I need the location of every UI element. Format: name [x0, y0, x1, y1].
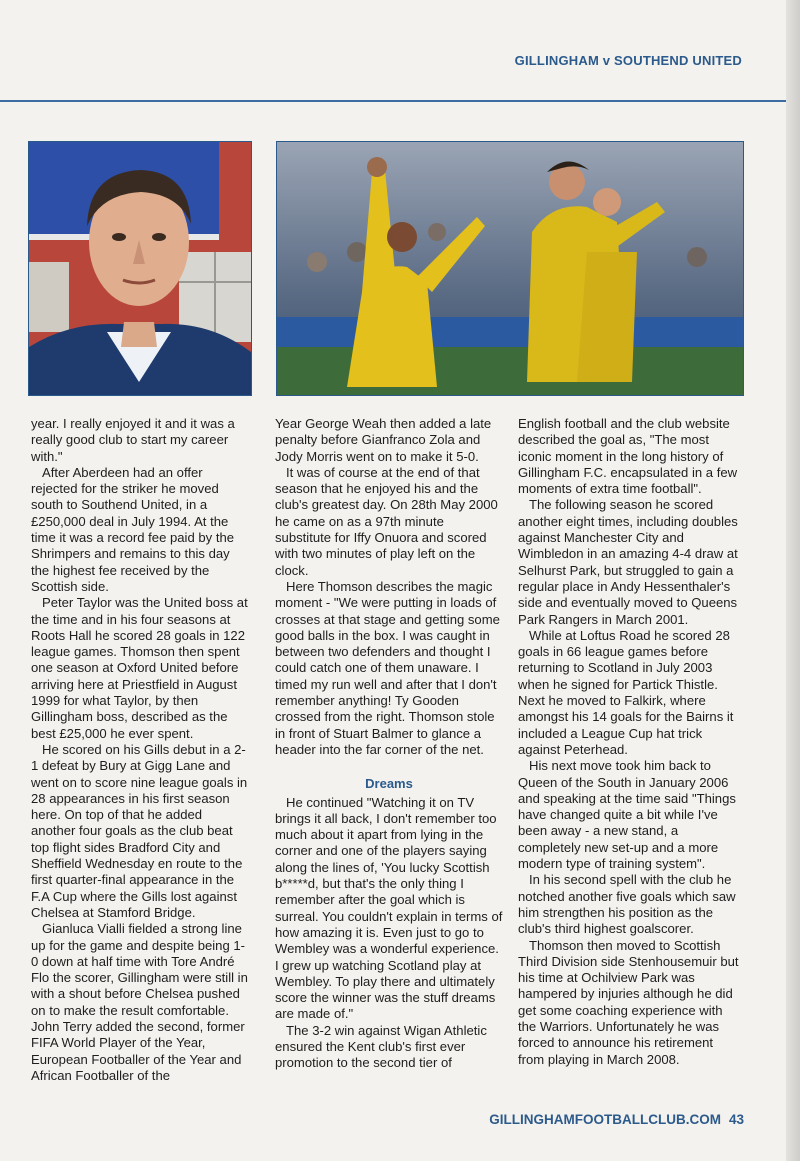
celebration-illustration [277, 142, 743, 395]
portrait-illustration [29, 142, 251, 395]
article-column-1 [31, 416, 248, 1084]
page-edge [786, 0, 800, 1161]
page-number: 43 [728, 1112, 744, 1127]
paragraph: English football and the club website described the goal as, "The most iconic moment in the long history of Gillingham F.C. encapsulated in a few moments of extra time football". [518, 416, 738, 497]
paragraph: In his second spell with the club he notched another five goals which saw him strengthen his position as the club's third highest goalscorer. [518, 872, 736, 937]
section-heading-dreams: Dreams [365, 776, 413, 792]
paragraph: year. I really enjoyed it and it was a really good club to start my career with." [31, 416, 235, 464]
paragraph: The following season he scored another eight times, including doubles against Manchester City and Wimbledon in an amazing 4-4 draw at Selhurst Park, but struggled to gain a regular place in Andy Hessenthaler's side and eventually moved to Queens Park Rangers in March 2001. [518, 497, 738, 627]
club-website-url: GILLINGHAMFOOTBALLCLUB.COM [489, 1112, 721, 1127]
paragraph: It was of course at the end of that season that he enjoyed his and the club's greatest day. On 28th May 2000 he came on as a 97th minute substitute for Iffy Onuora and scored with two minutes of play left on the clock. [275, 464, 498, 578]
paragraph: The 3-2 win against Wigan Athletic ensured the Kent club's first ever promotion to the second tier of [275, 1022, 487, 1071]
page-header-title: GILLINGHAM v SOUTHEND UNITED [514, 53, 742, 68]
article-column-2 [275, 416, 503, 1072]
paragraph: Peter Taylor was the United boss at the time and in his four seasons at Roots Hall he scored 28 goals in 122 league games. Thomson then spent one season at Oxford United before arriving here at Priestfield in August 1999 for what Taylor, by then Gillingham boss, described as the best £25,000 he ever spent. [31, 595, 248, 741]
footer [489, 1112, 744, 1127]
header-rule [0, 100, 786, 102]
celebration-photo [276, 141, 744, 396]
paragraph: His next move took him back to Queen of the South in January 2006 and speaking at the time said "Things have changed quite a bit while I've been away - a new stand, a completely new set-up and a more modern type of training system". [518, 758, 736, 872]
portrait-photo [28, 141, 252, 396]
paragraph: Here Thomson describes the magic moment - "We were putting in loads of crosses at that stage and getting some good balls in the box. I was caught in between two defenders and thought I could catch one of them unaware. I timed my run well and after that I don't remember anything! Ty Gooden crossed from the right. Thomson stole in front of Stuart Balmer to glance a header into the far corner of the net. [275, 578, 500, 757]
paragraph: Year George Weah then added a late penalty before Gianfranco Zola and Jody Morris went on to make it 5-0. [275, 416, 492, 464]
paragraph: Thomson then moved to Scottish Third Division side Stenhousemuir but his time at Ochilview Park was hampered by injuries although he did get some coaching experience with the Warriors. Unfortunately he was forced to announce his retirement from playing in March 2008. [518, 937, 739, 1067]
paragraph: He scored on his Gills debut in a 2-1 defeat by Bury at Gigg Lane and went on to score nine league goals in 28 appearances in his first season here. On top of that he added another four goals as the club beat top flight sides Bradford City and Sheffield Wednesday en route to the first quarter-final appearance in the F.A Cup where the Gills lost against Chelsea at Stamford Bridge. [31, 741, 248, 920]
paragraph: He continued "Watching it on TV brings it all back, I don't remember too much about it apart from lying in the corner and one of the players saying along the lines of, 'You lucky Scottish b*****d, but that's the only thing I remember after the goal which is surreal. You couldn't explain in terms of how amazing it is. Even just to go to Wembley was a wonderful experience. I grew up watching Scotland play at Wembley. To play there and ultimately score the winner was the stuff dreams are made of." [275, 794, 503, 1022]
article-column-3 [518, 416, 742, 1068]
paragraph: Gianluca Vialli fielded a strong line up for the game and despite being 1-0 down at half time with Tore André Flo the scorer, Gillingham were still in with a shout before Chelsea pushed on to make the result comfortable. John Terry added the second, former FIFA World Player of the Year, European Footballer of the Year and African Footballer of the [31, 921, 248, 1083]
paragraph: After Aberdeen had an offer rejected for the striker he moved south to Southend United, in a £250,000 deal in July 1994. At the time it was a record fee paid by the Shrimpers and remains to this day the highest fee received by the Scottish side. [31, 464, 235, 594]
paragraph: While at Loftus Road he scored 28 goals in 66 league games before returning to Scotland in July 2003 when he signed for Partick Thistle. Next he moved to Falkirk, where amongst his 14 goals for the Bairns it included a League Cup hat trick against Peterhead. [518, 627, 734, 757]
